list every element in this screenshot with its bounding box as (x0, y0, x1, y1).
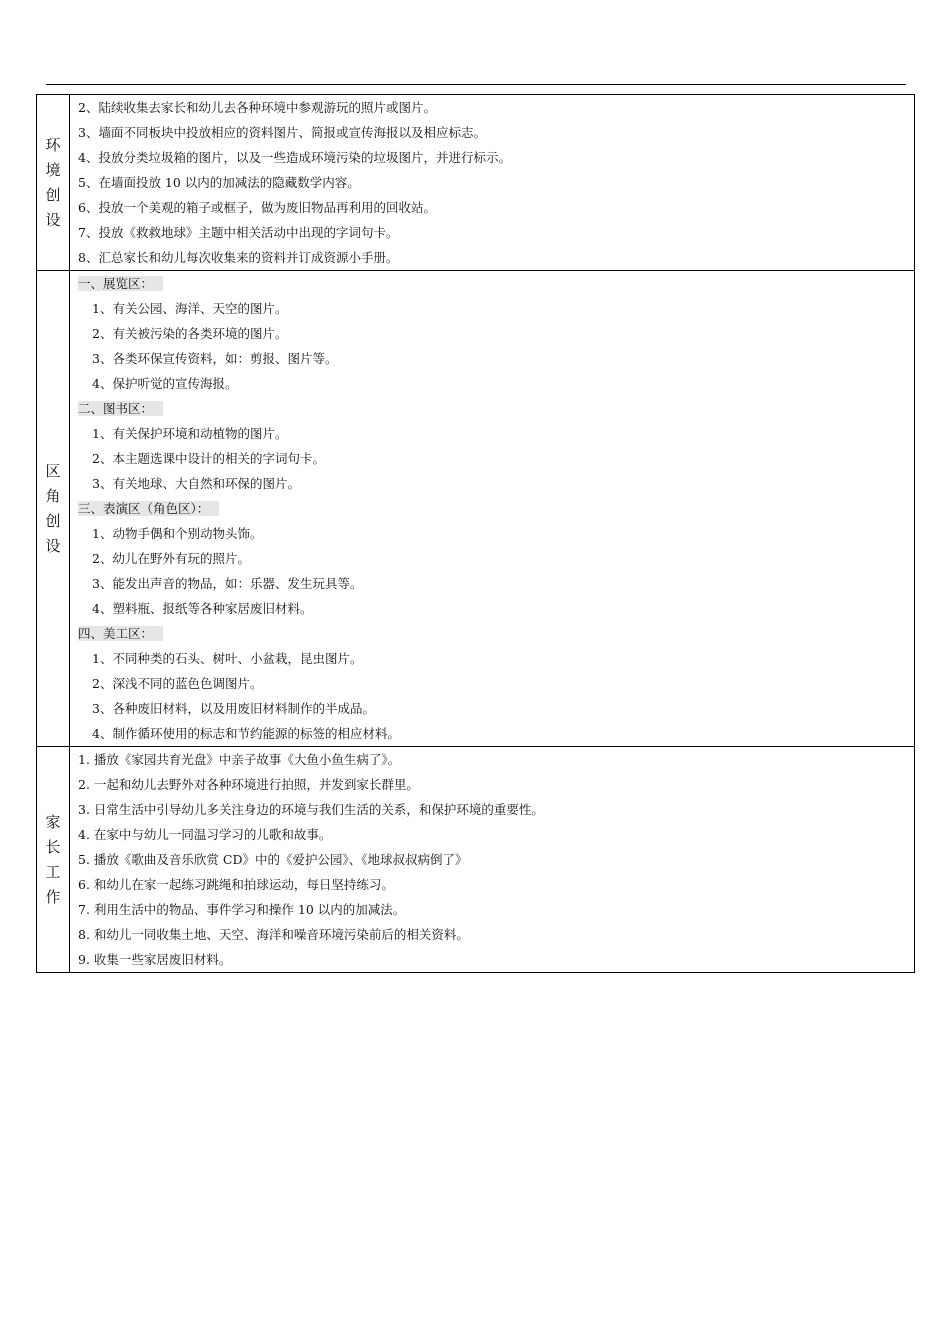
area-group-heading-text: 三、表演区（角色区）： (78, 501, 219, 516)
area-group-item: 4、制作循环使用的标志和节约能源的标签的相应材料。 (92, 726, 400, 741)
parents-line: 9. 收集一些家居废旧材料。 (78, 952, 232, 967)
environment-line: 6、投放一个美观的箱子或框子，做为废旧物品再利用的回收站。 (78, 200, 436, 215)
area-group-item: 2、本主题选课中设计的相关的字词句卡。 (92, 451, 325, 466)
area-group-heading-text: 四、美工区： (78, 626, 163, 641)
area-group-item: 3、能发出声音的物品，如：乐器、发生玩具等。 (92, 576, 363, 591)
header-rule (46, 84, 906, 85)
area-group-heading (78, 271, 914, 296)
parents-label-cell (37, 747, 70, 973)
area-group-heading (78, 396, 914, 421)
environment-line: 5、在墙面投放 10 以内的加减法的隐藏数学内容。 (78, 175, 360, 190)
area-group-item: 3、有关地球、大自然和环保的图片。 (92, 476, 300, 491)
environment-label: 环境创设 (45, 135, 61, 229)
parents-line: 3. 日常生活中引导幼儿多关注身边的环境与我们生活的关系，和保护环境的重要性。 (78, 802, 544, 817)
area-group-item: 4、塑料瓶、报纸等各种家居废旧材料。 (92, 601, 313, 616)
area-group-item: 1、有关保护环境和动植物的图片。 (92, 426, 288, 441)
parents-content (70, 747, 915, 973)
parents-line: 8. 和幼儿一同收集土地、天空、海洋和噪音环境污染前后的相关资料。 (78, 927, 469, 942)
parents-line: 6. 和幼儿在家一起练习跳绳和拍球运动，每日坚持练习。 (78, 877, 394, 892)
environment-content (70, 95, 915, 271)
area-group-item: 1、动物手偶和个别动物头饰。 (92, 526, 263, 541)
parents-line: 5. 播放《歌曲及音乐欣赏 CD》中的《爱护公园》、《地球叔叔病倒了》 (78, 852, 468, 867)
area-group-heading (78, 496, 914, 521)
parents-line: 2. 一起和幼儿去野外对各种环境进行拍照，并发到家长群里。 (78, 777, 419, 792)
plan-table (36, 94, 915, 973)
parents-line: 4. 在家中与幼儿一同温习学习的儿歌和故事。 (78, 827, 332, 842)
area-group-item: 2、幼儿在野外有玩的照片。 (92, 551, 250, 566)
environment-line: 4、投放分类垃圾箱的图片，以及一些造成环境污染的垃圾图片，并进行标示。 (78, 150, 511, 165)
area-group-item: 1、有关公园、海洋、天空的图片。 (92, 301, 288, 316)
area-group-item: 1、不同种类的石头、树叶、小盆栽，昆虫图片。 (92, 651, 363, 666)
area-group-heading-text: 一、展览区： (78, 276, 163, 291)
environment-line: 8、汇总家长和幼儿每次收集来的资料并订成资源小手册。 (78, 250, 399, 265)
environment-line: 7、投放《救救地球》主题中相关活动中出现的字词句卡。 (78, 225, 399, 240)
area-label: 区角创设 (45, 461, 61, 555)
area-group-item: 4、保护听觉的宣传海报。 (92, 376, 238, 391)
area-row (37, 271, 915, 747)
area-label-cell (37, 271, 70, 747)
parents-line: 1. 播放《家园共育光盘》中亲子故事《大鱼小鱼生病了》。 (78, 752, 401, 767)
environment-label-cell (37, 95, 70, 271)
area-group-heading (78, 621, 914, 646)
environment-line: 3、墙面不同板块中投放相应的资料图片、简报或宣传海报以及相应标志。 (78, 125, 486, 140)
parents-line: 7. 利用生活中的物品、事件学习和操作 10 以内的加减法。 (78, 902, 406, 917)
area-group-item: 2、深浅不同的蓝色色调图片。 (92, 676, 263, 691)
area-group-item: 3、各种废旧材料，以及用废旧材料制作的半成品。 (92, 701, 375, 716)
environment-row (37, 95, 915, 271)
area-group-heading-text: 二、图书区： (78, 401, 163, 416)
area-group-item: 2、有关被污染的各类环境的图片。 (92, 326, 288, 341)
area-content (70, 271, 915, 747)
environment-line: 2、陆续收集去家长和幼儿去各种环境中参观游玩的照片或图片。 (78, 100, 436, 115)
parents-row (37, 747, 915, 973)
parents-label: 家长工作 (45, 812, 61, 906)
area-group-item: 3、各类环保宣传资料，如：剪报、图片等。 (92, 351, 338, 366)
